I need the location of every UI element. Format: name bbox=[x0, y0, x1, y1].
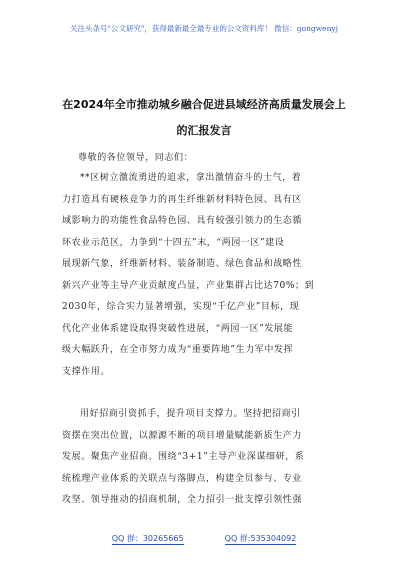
document-title-continued: 的汇报发言 bbox=[176, 124, 232, 137]
paragraph-line: 攻坚、领导推动的招商机制，全力招引一批支撑引领性强 bbox=[62, 495, 303, 505]
paragraph-line: 发展。聚焦产业招商。围绕“3+1”主导产业深谋细研，系 bbox=[62, 452, 305, 462]
document-title: 在2024年全市推动城乡融合促进县域经济高质量发展会上 bbox=[62, 98, 346, 111]
salutation: 尊敬的各位领导，同志们： bbox=[78, 153, 194, 163]
paragraph-line: 资摆在突出位置，以源源不断的项目增量赋能新质生产力 bbox=[62, 430, 303, 441]
qq-group-1: QQ 群：30265665 bbox=[111, 534, 184, 543]
paragraph-line: 环农业示范区，力争到“十四五”末，“两园一区”建设 bbox=[62, 237, 285, 248]
paragraph-line: **区树立激流勇进的追求，拿出激情奋斗的士气，着 bbox=[80, 173, 302, 183]
footer bbox=[0, 533, 408, 544]
paragraph-line: 支撑作用。 bbox=[62, 366, 111, 377]
paragraph-line: 统梳理产业体系的关联点与落脚点，构建全员参与、专业 bbox=[62, 473, 303, 484]
paragraph-line: 用好招商引资抓手，提升项目支撑力。坚持把招商引 bbox=[80, 409, 301, 419]
paragraph-1 bbox=[62, 168, 349, 383]
paragraph-line: 展现新气象，纤维新材料、装备制造、绿色食品和战略性 bbox=[62, 259, 303, 269]
paragraph-line: 力打造具有硬核竞争力的再生纤维新材料特色园、具有区 bbox=[62, 194, 303, 205]
paragraph-line: 2030年，综合实力显著增强，实现“千亿产业”目标，现 bbox=[62, 302, 300, 312]
header-notice: 关注头条号"公文研究"，获得最新最全最专业的公文资料库！ 微信：gongwenyj bbox=[70, 24, 338, 33]
paragraph-line: 级大幅跃升，在全市努力成为“重要阵地”生力军中发挥 bbox=[62, 345, 294, 355]
paragraph-line: 代化产业体系建设取得突破性进展，“两园一区”发展能 bbox=[62, 323, 294, 334]
paragraph-line: 新兴产业等主导产业贡献度凸显，产业集群占比达70%；到 bbox=[62, 280, 315, 291]
paragraph-line: 域影响力的功能性食品特色园、具有较强引领力的生态循 bbox=[62, 216, 303, 226]
paragraph-2 bbox=[62, 404, 349, 512]
qq-group-2: QQ 群:535304092 bbox=[224, 534, 297, 543]
